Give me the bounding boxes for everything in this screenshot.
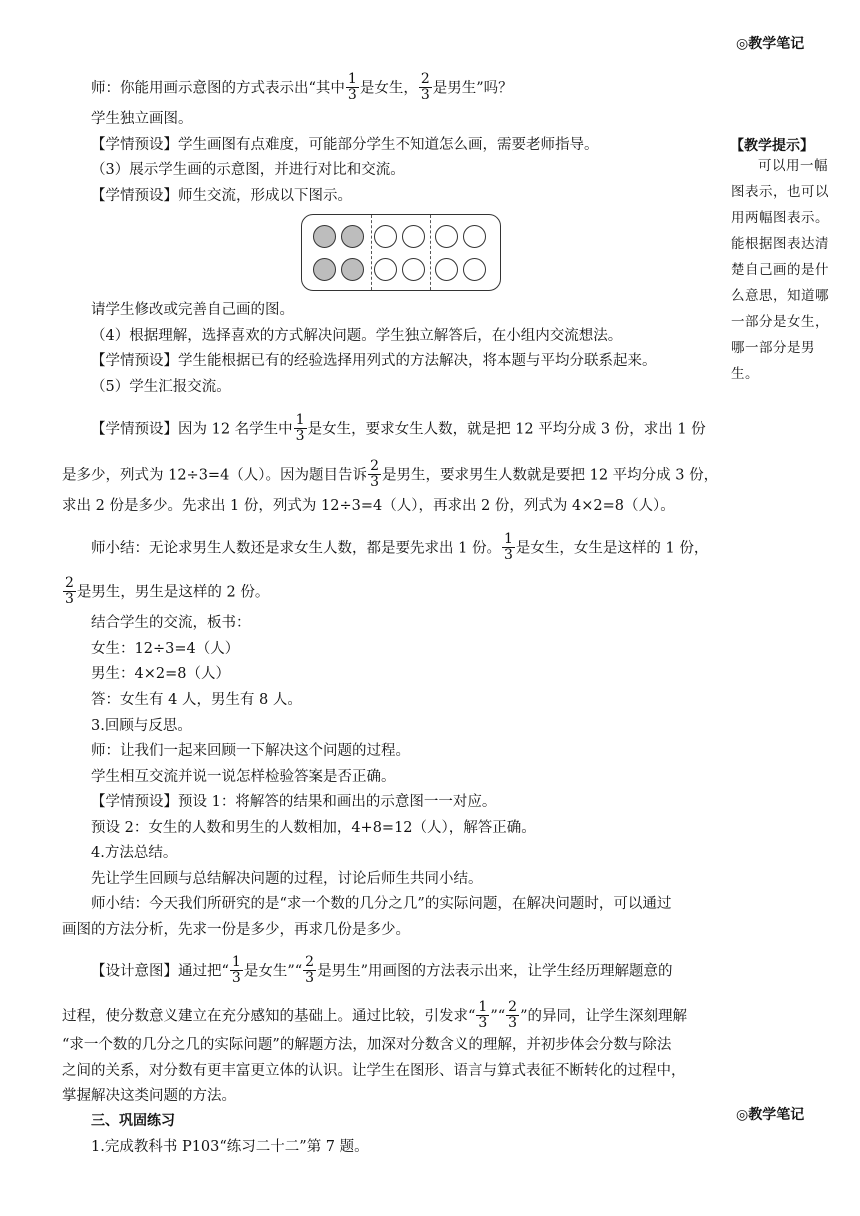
text-line: 女生：12÷3=4（人）	[91, 641, 240, 657]
analysis-line: 【学情预设】因为 12 名学生中 $\frac{1}{3}$ 是女生，要求女生人数，就是把 12 平均分成 3 份，求出 1 份	[91, 412, 706, 444]
text-line: 1.完成教科书 P103“练习二十二”第 7 题。	[91, 1139, 369, 1155]
fraction-one-third: $\frac{1}{3}$	[347, 71, 357, 103]
text-line: 学生相互交流并说一说怎样检验答案是否正确。	[91, 769, 396, 785]
teaching-notes-header-top: ◎教学笔记	[736, 36, 805, 52]
text-line: 预设 2：女生的人数和男生的人数相加，4+8=12（人），解答正确。	[91, 820, 536, 836]
circle-boy	[435, 258, 458, 281]
summary-line: 师小结：无论求男生人数还是求女生人数，都是要先求出 1 份。 $\frac{1}{3}$ 是女生，女生是这样的 1 份，	[91, 531, 709, 563]
circle-boy	[463, 258, 486, 281]
text-line: 师小结：今天我们所研究的是“求一个数的几分之几”的实际问题，在解决问题时，可以通过	[91, 896, 672, 912]
section-heading: 三、巩固练习	[91, 1113, 175, 1129]
text-line: 掌握解决这类问题的方法。	[62, 1088, 236, 1104]
text-line: 画图的方法分析，先求一份是多少，再求几份是多少。	[62, 922, 410, 938]
circle-boy	[435, 225, 458, 248]
fraction-two-thirds: $\frac{2}{3}$	[370, 458, 379, 490]
fraction-one-third: $\frac{1}{3}$	[295, 412, 305, 444]
design-intent-line: 【设计意图】通过把“ $\frac{1}{3}$ 是女生”“ $\frac{2}{3}$ 是男生”用画图的方法表示出来，让学生经历理解题意的	[91, 954, 673, 986]
text-line: 男生：4×2=8（人）	[91, 666, 230, 682]
text-line: 请学生修改或完善自己画的图。	[91, 302, 294, 318]
text-line: 师：让我们一起来回顾一下解决这个问题的过程。	[91, 743, 410, 759]
text-line: （3）展示学生画的示意图，并进行对比和交流。	[91, 162, 405, 178]
text-line: 先让学生回顾与总结解决问题的过程，讨论后师生共同小结。	[91, 871, 483, 887]
text-line: 4.方法总结。	[91, 845, 178, 861]
text-line: （5）学生汇报交流。	[91, 379, 231, 395]
text-line: 答：女生有 4 人，男生有 8 人。	[91, 692, 302, 708]
text-line: 【学情预设】学生能根据已有的经验选择用列式的方法解决，将本题与平均分联系起来。	[91, 353, 657, 369]
group-divider	[430, 215, 431, 290]
circle-girl	[313, 225, 336, 248]
group-divider	[371, 215, 372, 290]
grouping-diagram	[301, 214, 501, 291]
circle-girl	[341, 258, 364, 281]
text-line: 学生独立画图。	[91, 111, 193, 127]
fraction-two-thirds: $\frac{2}{3}$	[65, 575, 74, 607]
circle-boy	[402, 258, 425, 281]
text-line: 【学情预设】师生交流，形成以下图示。	[91, 188, 352, 204]
circle-boy	[374, 225, 397, 248]
text-line: 3.回顾与反思。	[91, 718, 192, 734]
design-intent-line: 过程，使分数意义建立在充分感知的基础上。通过比较，引发求“ $\frac{1}{3}$ ”“ $\frac{2}{3}$ ”的异同，让学生深刻理解	[62, 999, 688, 1031]
text-line: 结合学生的交流，板书：	[91, 615, 251, 631]
fraction-one-third: $\frac{1}{3}$	[503, 531, 513, 563]
fraction-two-thirds: $\frac{2}{3}$	[508, 999, 518, 1031]
circle-boy	[374, 258, 397, 281]
fraction-one-third: $\frac{1}{3}$	[231, 954, 241, 986]
circle-boy	[463, 225, 486, 248]
circle-boy	[402, 225, 425, 248]
circle-girl	[313, 258, 336, 281]
teaching-tip-title: 【教学提示】	[730, 138, 814, 154]
fraction-one-third: $\frac{1}{3}$	[478, 999, 488, 1031]
text-line: “求一个数的几分之几的实际问题”的解题方法，加深对分数含义的理解，并初步体会分数与除法	[62, 1037, 672, 1053]
circle-girl	[341, 225, 364, 248]
text-line: 【学情预设】学生画图有点难度，可能部分学生不知道怎么画，需要老师指导。	[91, 137, 599, 153]
analysis-line: 是多少，列式为 12÷3=4（人）。因为题目告诉 $\frac{2}{3}$ 是男生，要求男生人数就是要把 12 平均分成 3 份，	[62, 458, 719, 490]
fraction-two-thirds: $\frac{2}{3}$	[420, 71, 430, 103]
fraction-two-thirds: $\frac{2}{3}$	[305, 954, 315, 986]
teaching-notes-header-bottom: ◎教学笔记	[736, 1107, 805, 1123]
question-line: 师：你能用画示意图的方式表示出“其中 $\frac{1}{3}$ 是女生， $\frac{2}{3}$ 是男生”吗？	[91, 71, 513, 103]
summary-line: $\frac{2}{3}$ 是男生，男生是这样的 2 份。	[65, 575, 270, 607]
text-line: 之间的关系，对分数有更丰富更立体的认识。让学生在图形、语言与算式表征不断转化的过程中，	[62, 1063, 686, 1079]
text-line: 【学情预设】预设 1：将解答的结果和画出的示意图一一对应。	[91, 794, 497, 810]
teaching-tip-body: 可以用一幅图表示，也可以用两幅图表示。能根据图表达清楚自己画的是什么意思，知道哪一部分是女生，哪一部分是男生。	[731, 158, 829, 382]
text-line: 求出 2 份是多少。先求出 1 份，列式为 12÷3=4（人），再求出 2 份，列式为 4×2=8（人）。	[62, 498, 675, 514]
text-line: （4）根据理解，选择喜欢的方式解决问题。学生独立解答后，在小组内交流想法。	[91, 328, 623, 344]
